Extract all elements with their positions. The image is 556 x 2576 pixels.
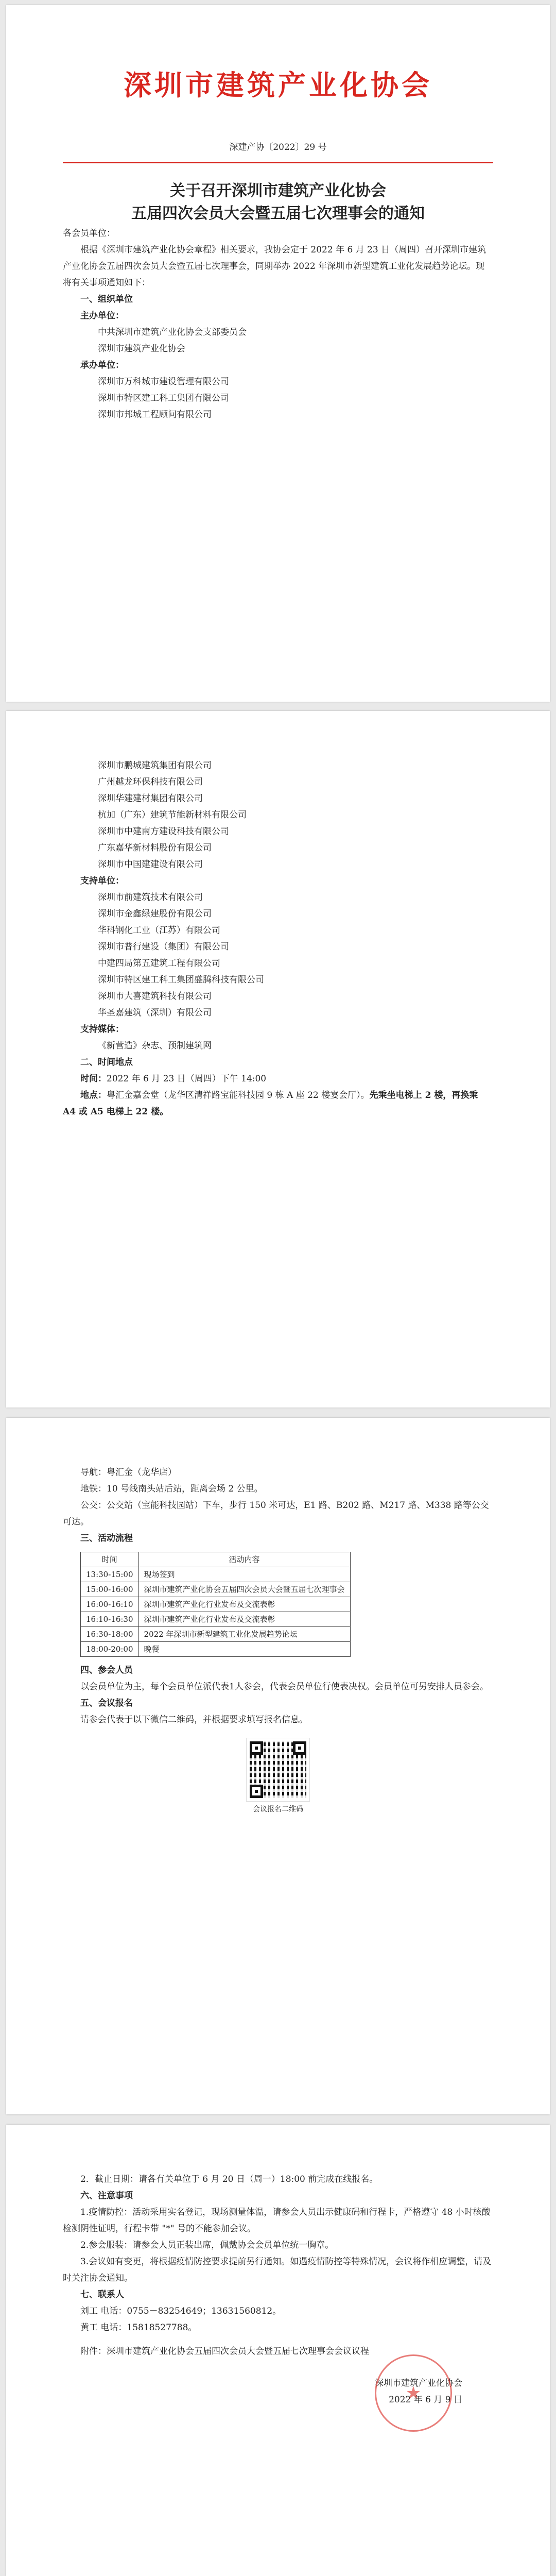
table-header-row bbox=[81, 1552, 351, 1567]
support-org: 深圳市金鑫绿建股份有限公司 bbox=[98, 909, 212, 919]
section-heading-time-place: 二、时间地点 bbox=[80, 1057, 133, 1067]
contact-line: 黄工 电话：15818527788。 bbox=[80, 2323, 197, 2333]
co-host-label: 承办单位： bbox=[80, 360, 124, 370]
time-cell: 16:30-18:00 bbox=[81, 1627, 139, 1642]
co-host-org: 深圳市特区建工科工集团有限公司 bbox=[98, 393, 229, 403]
red-divider bbox=[63, 162, 493, 163]
notice-title bbox=[63, 180, 493, 225]
place-line bbox=[63, 1087, 493, 1120]
organizer-org: 深圳市中国建建设有限公司 bbox=[98, 859, 203, 870]
qr-finder-mark bbox=[250, 1785, 263, 1798]
subway-line: 地铁：10 号线南头站后站，距离会场 2 公里。 bbox=[80, 1484, 263, 1494]
place-value: 粤汇金嘉会堂（龙华区清祥路宝能科技园 9 栋 A 座 22 楼宴会厅）。 bbox=[107, 1090, 370, 1100]
section-heading-process: 三、活动流程 bbox=[80, 1533, 133, 1544]
time-cell: 15:00-16:00 bbox=[81, 1582, 139, 1597]
support-org: 深圳市普行建设（集团）有限公司 bbox=[98, 942, 229, 952]
qr-finder-mark bbox=[250, 1741, 263, 1755]
section-heading-signup: 五、会议报名 bbox=[80, 1698, 133, 1708]
time-cell: 18:00-20:00 bbox=[81, 1642, 139, 1657]
time-label: 时间： bbox=[80, 1074, 107, 1084]
notice-title-line-1: 关于召开深圳市建筑产业化协会 bbox=[170, 182, 386, 200]
support-org: 深圳市前建筑技术有限公司 bbox=[98, 892, 203, 903]
activity-cell: 现场签到 bbox=[138, 1567, 350, 1582]
note-paragraph: 2.参会服装：请参会人员正装出席，佩戴协会会员单位统一胸章。 bbox=[80, 2240, 334, 2250]
support-org: 华科钢化工业（江苏）有限公司 bbox=[98, 925, 220, 936]
contact-line: 刘工 电话：0755－83254649；13631560812。 bbox=[80, 2306, 282, 2316]
organizer-org: 深圳市中建南方建设科技有限公司 bbox=[98, 826, 229, 837]
organization-title: 深圳市建筑产业化协会 bbox=[124, 69, 432, 101]
place-note: 先乘坐电梯上 2 楼，再换乘 A4 或 A5 电梯上 22 楼。 bbox=[63, 1090, 478, 1117]
time-value: 2022 年 6 月 23 日（周四）下午 14:00 bbox=[107, 1074, 267, 1084]
section-heading-organizers: 一、组织单位 bbox=[80, 294, 133, 304]
attachment-note: 附件：深圳市建筑产业化协会五届四次会员大会暨五届七次理事会会议议程 bbox=[80, 2346, 369, 2357]
signature-block bbox=[63, 2375, 493, 2408]
column-header: 活动内容 bbox=[138, 1552, 350, 1567]
activity-cell: 2022 年深圳市新型建筑工业化发展趋势论坛 bbox=[138, 1627, 350, 1642]
organizer-org: 广州越龙环保科技有限公司 bbox=[98, 777, 203, 787]
time-cell: 16:00-16:10 bbox=[81, 1597, 139, 1612]
support-org: 深圳市大喜建筑科技有限公司 bbox=[98, 991, 212, 1002]
table-row bbox=[81, 1597, 351, 1612]
co-host-org: 深圳市万科城市建设管理有限公司 bbox=[98, 377, 229, 387]
host-org: 深圳市建筑产业化协会 bbox=[98, 344, 185, 354]
signup-paragraph: 请参会代表于以下微信二维码，并根据要求填写报名信息。 bbox=[80, 1715, 308, 1725]
intro-paragraph: 根据《深圳市建筑产业化协会章程》相关要求，我协会定于 2022 年 6 月 23 日（周四）召开深圳市建筑产业化协会五届四次会员大会暨五届七次理事会，同期举办 2022 年深圳市新型建筑工业化发展趋势论坛。现将有关事项通知如下： bbox=[63, 245, 486, 288]
navigation-line: 导航：粤汇金（龙华店） bbox=[80, 1467, 177, 1478]
time-cell: 16:10-16:30 bbox=[81, 1612, 139, 1627]
signing-date: 2022 年 6 月 9 日 bbox=[389, 2395, 462, 2405]
document-page-3 bbox=[6, 1418, 550, 2114]
document-page-4 bbox=[6, 2125, 550, 2576]
organizer-org: 杭加（广东）建筑节能新材料有限公司 bbox=[98, 810, 247, 820]
qr-caption: 会议报名二维码 bbox=[253, 1805, 303, 1814]
activity-process-table bbox=[80, 1552, 351, 1657]
organizer-org: 深圳市鹏城建筑集团有限公司 bbox=[98, 760, 212, 771]
host-label: 主办单位： bbox=[80, 311, 124, 321]
table-row bbox=[81, 1567, 351, 1582]
document-page-1 bbox=[6, 5, 550, 702]
activity-cell: 深圳市建筑产业化行业发布及交流表彰 bbox=[138, 1597, 350, 1612]
host-org: 中共深圳市建筑产业化协会支部委员会 bbox=[98, 327, 247, 337]
activity-cell: 晚餐 bbox=[138, 1642, 350, 1657]
media-names: 《新营造》杂志、预制建筑网 bbox=[98, 1041, 212, 1051]
media-label: 支持媒体： bbox=[80, 1024, 124, 1035]
support-org: 中建四局第五建筑工程有限公司 bbox=[98, 958, 220, 969]
attendees-paragraph: 以会员单位为主，每个会员单位派代表1人参会，代表会员单位行使表决权。会员单位可另安排人员参会。 bbox=[80, 1682, 489, 1692]
section-heading-contacts: 七、联系人 bbox=[80, 2290, 124, 2300]
time-line bbox=[63, 1071, 493, 1087]
signing-organization: 深圳市建筑产业化协会 bbox=[375, 2378, 462, 2388]
activity-cell: 深圳市建筑产业化协会五届四次会员大会暨五届七次理事会 bbox=[138, 1582, 350, 1597]
column-header: 时间 bbox=[81, 1552, 139, 1567]
note-paragraph: 1.疫情防控：活动采用实名登记，现场测量体温，请参会人员出示健康码和行程卡，严格遵守 48 小时核酸检测阴性证明，行程卡带 "*" 号的不能参加会议。 bbox=[63, 2207, 491, 2234]
table-row bbox=[81, 1582, 351, 1597]
co-host-org: 深圳市邦城工程顾问有限公司 bbox=[98, 410, 212, 420]
greeting: 各会员单位： bbox=[63, 228, 115, 239]
section-heading-notes: 六、注意事项 bbox=[80, 2191, 133, 2201]
note-paragraph: 3.会议如有变更，将根据疫情防控要求提前另行通知。如遇疫情防控等特殊情况，会议将作相应调整，请及时关注协会通知。 bbox=[63, 2257, 492, 2283]
bus-line: 公交：公交站（宝能科技园站）下车，步行 150 米可达，E1 路、B202 路、M217 路、M338 路等公交可达。 bbox=[63, 1500, 489, 1527]
time-cell: 13:30-15:00 bbox=[81, 1567, 139, 1582]
support-org: 深圳市特区建工科工集团盛腾科技有限公司 bbox=[98, 975, 264, 985]
table-row bbox=[81, 1642, 351, 1657]
support-label: 支持单位： bbox=[80, 876, 124, 886]
notice-title-line-2: 五届四次会员大会暨五届七次理事会的通知 bbox=[131, 205, 425, 223]
organizer-org: 广东嘉华新材料股份有限公司 bbox=[98, 843, 212, 853]
support-org: 华圣嘉建筑（深圳）有限公司 bbox=[98, 1008, 212, 1018]
organizer-org: 深圳华建建材集团有限公司 bbox=[98, 793, 203, 804]
document-page-2 bbox=[6, 711, 550, 1408]
official-seal-icon bbox=[375, 2354, 452, 2432]
signup-qr-code[interactable] bbox=[247, 1738, 309, 1801]
table-row bbox=[81, 1612, 351, 1627]
qr-finder-mark bbox=[293, 1741, 306, 1755]
deadline-paragraph: 2．截止日期：请各有关单位于 6 月 20 日（周一）18:00 前完成在线报名。 bbox=[80, 2174, 378, 2184]
document-number: 深建产协〔2022〕29 号 bbox=[229, 142, 327, 152]
place-label: 地点： bbox=[80, 1090, 107, 1100]
activity-cell: 深圳市建筑产业化行业发布及交流表彰 bbox=[138, 1612, 350, 1627]
section-heading-attendees: 四、参会人员 bbox=[80, 1665, 133, 1675]
table-row bbox=[81, 1627, 351, 1642]
